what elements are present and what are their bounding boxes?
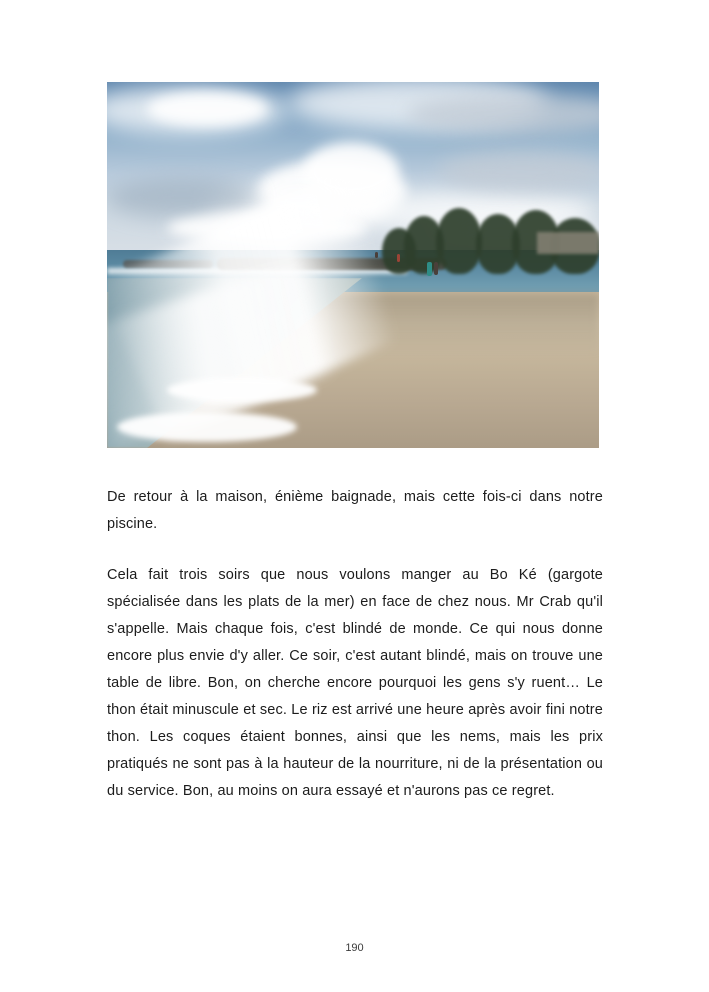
surf-foam xyxy=(117,412,297,442)
person-figure xyxy=(375,252,378,258)
page-number: 190 xyxy=(345,942,364,954)
cloud-icon xyxy=(437,152,599,192)
beach-photo xyxy=(107,82,599,448)
page-content xyxy=(107,82,603,820)
person-figure xyxy=(397,254,400,262)
photo-canvas xyxy=(107,82,599,448)
distant-buildings xyxy=(537,232,599,254)
paragraph: Cela fait trois soirs que nous voulons manger au Bo Ké (gargote spécialisée dans les plats de la mer) en face de chez nous. Mr Crab qu'il s'appelle. Mais chaque fois, c'est blindé de monde. Ce qui nous donne encore plus envie d'y aller. Ce soir, c'est autant blindé, mais on trouve une table de libre. Bon, on cherche encore pourquoi les gens s'y ruent… Le thon était minuscule et sec. Le riz est arrivé une heure après avoir fini notre thon. Les coques étaient bonnes, ainsi que les nems, mais les prix pratiqués ne sont pas à la hauteur de la nourriture, ni de la présentation ou du service. Bon, au moins on aura essayé et n'aurons pas ce regret. xyxy=(107,567,603,799)
surf-foam xyxy=(167,378,317,402)
person-figure xyxy=(434,262,438,275)
person-figure xyxy=(427,262,432,276)
cloud-icon xyxy=(147,92,267,126)
paragraph: De retour à la maison, énième baignade, mais cette fois-ci dans notre piscine. xyxy=(107,489,603,532)
